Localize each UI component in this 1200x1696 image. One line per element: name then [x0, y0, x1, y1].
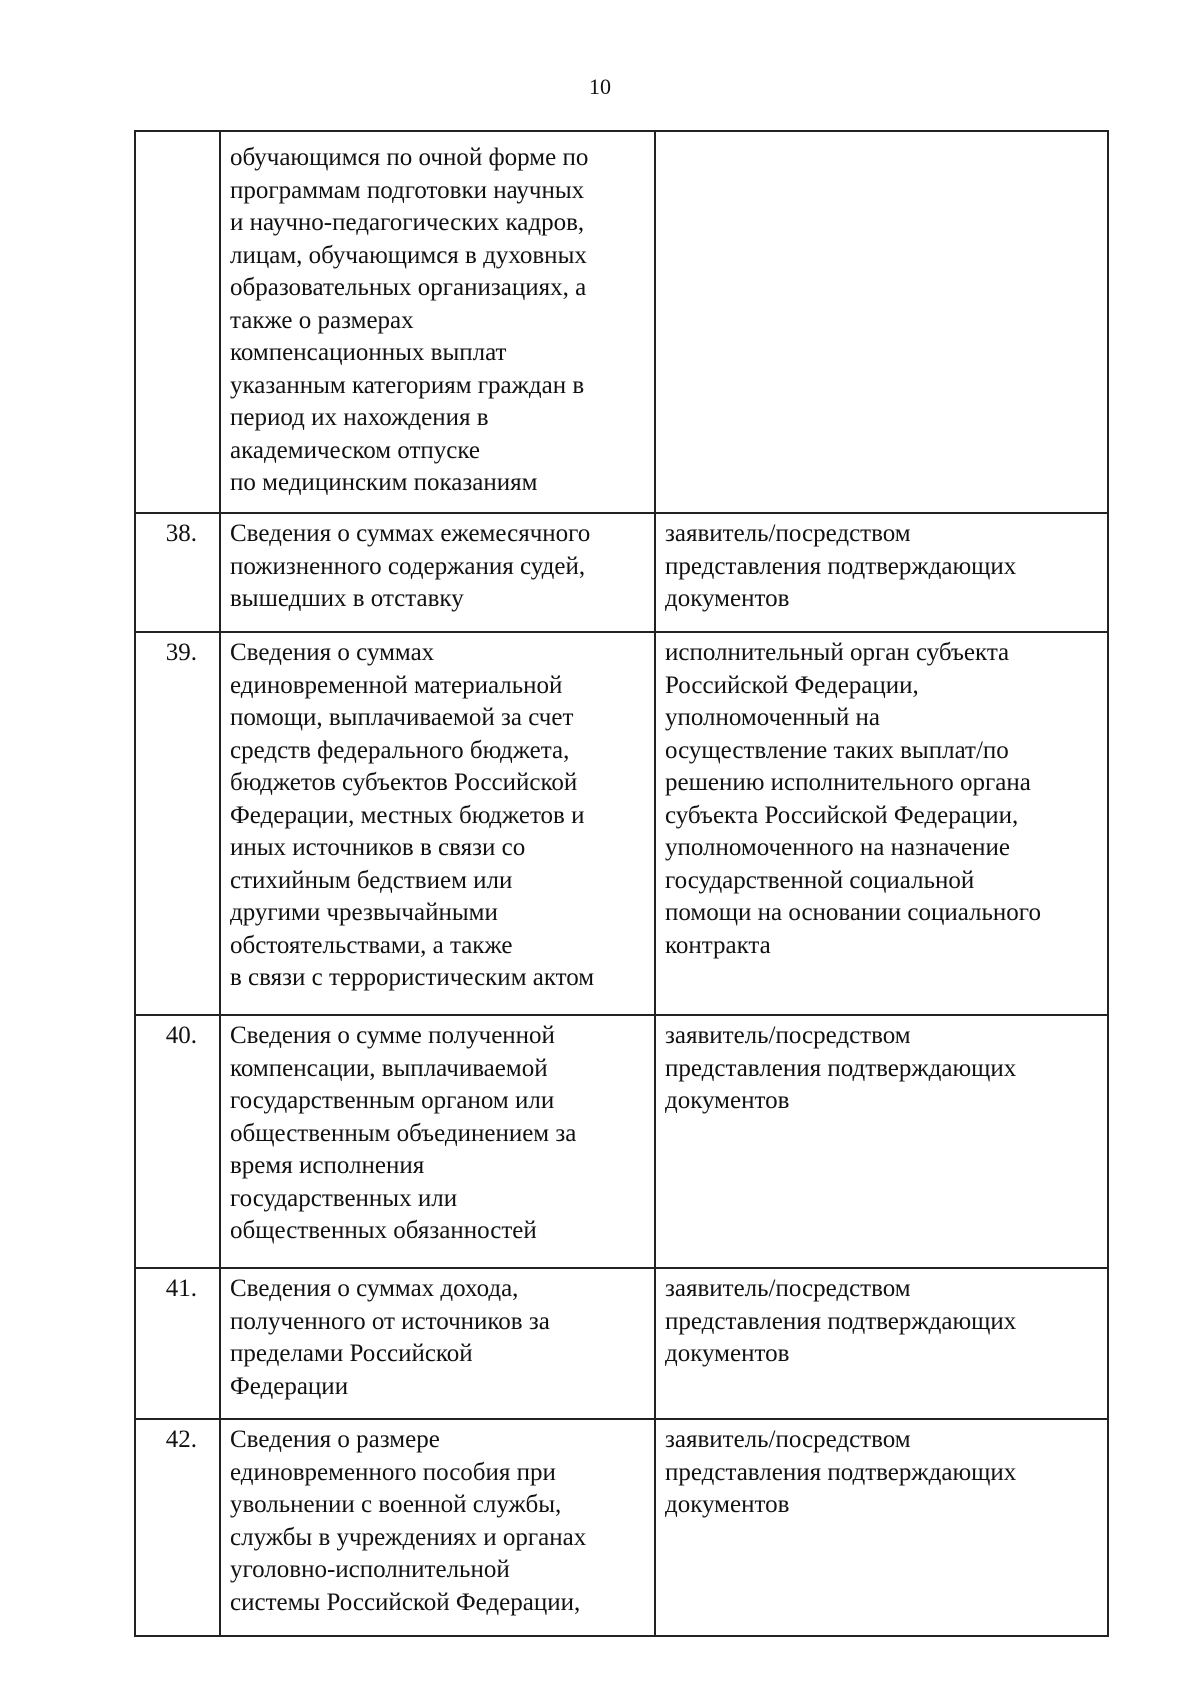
- row-source: заявитель/посредством представления подтверждающих документов: [655, 1419, 1108, 1636]
- table-row: [135, 1268, 1108, 1419]
- row-number: 39.: [135, 632, 220, 1015]
- table-row: [135, 131, 1108, 513]
- row-source: [655, 131, 1108, 513]
- row-number: 41.: [135, 1268, 220, 1419]
- row-number: 38.: [135, 513, 220, 632]
- row-source: заявитель/посредством представления подтверждающих документов: [655, 513, 1108, 632]
- page-number: 10: [589, 74, 611, 99]
- table-row: [135, 513, 1108, 632]
- row-source: заявитель/посредством представления подтверждающих документов: [655, 1015, 1108, 1268]
- row-description: Сведения о сумме полученной компенсации, выплачиваемой государственным органом или общественным объединением за время исполнения государственных или общественных обязанностей: [220, 1015, 655, 1268]
- row-source: исполнительный орган субъекта Российской Федерации, уполномоченный на осуществление таких выплат/по решению исполнительного органа субъекта Российской Федерации, уполномоченного на назначение государственной социальной помощи на основании социального контракта: [655, 632, 1108, 1015]
- row-description: Сведения о суммах дохода, полученного от источников за пределами Российской Федерации: [220, 1268, 655, 1419]
- table-row: [135, 1015, 1108, 1268]
- row-source: заявитель/посредством представления подтверждающих документов: [655, 1268, 1108, 1419]
- row-description: Сведения о суммах ежемесячного пожизненного содержания судей, вышедших в отставку: [220, 513, 655, 632]
- row-description: Сведения о размере единовременного пособия при увольнении с военной службы, службы в учреждениях и органах уголовно-исполнительной системы Российской Федерации,: [220, 1419, 655, 1636]
- table-row: [135, 632, 1108, 1015]
- row-number: [135, 131, 220, 513]
- row-description: обучающимся по очной форме по программам подготовки научных и научно-педагогических кадров, лицам, обучающимся в духовных образовательных организациях, а также о размерах компенсационных выплат указанным категориям граждан в период их нахождения в академическом отпуске по медицинским показаниям: [220, 131, 655, 513]
- row-number: 40.: [135, 1015, 220, 1268]
- row-number: 42.: [135, 1419, 220, 1636]
- document-table: [134, 130, 1109, 1637]
- row-description: Сведения о суммах единовременной материальной помощи, выплачиваемой за счет средств федерального бюджета, бюджетов субъектов Российской Федерации, местных бюджетов и иных источников в связи со стихийным бедствием или другими чрезвычайными обстоятельствами, а также в связи с террористическим актом: [220, 632, 655, 1015]
- table-row: [135, 1419, 1108, 1636]
